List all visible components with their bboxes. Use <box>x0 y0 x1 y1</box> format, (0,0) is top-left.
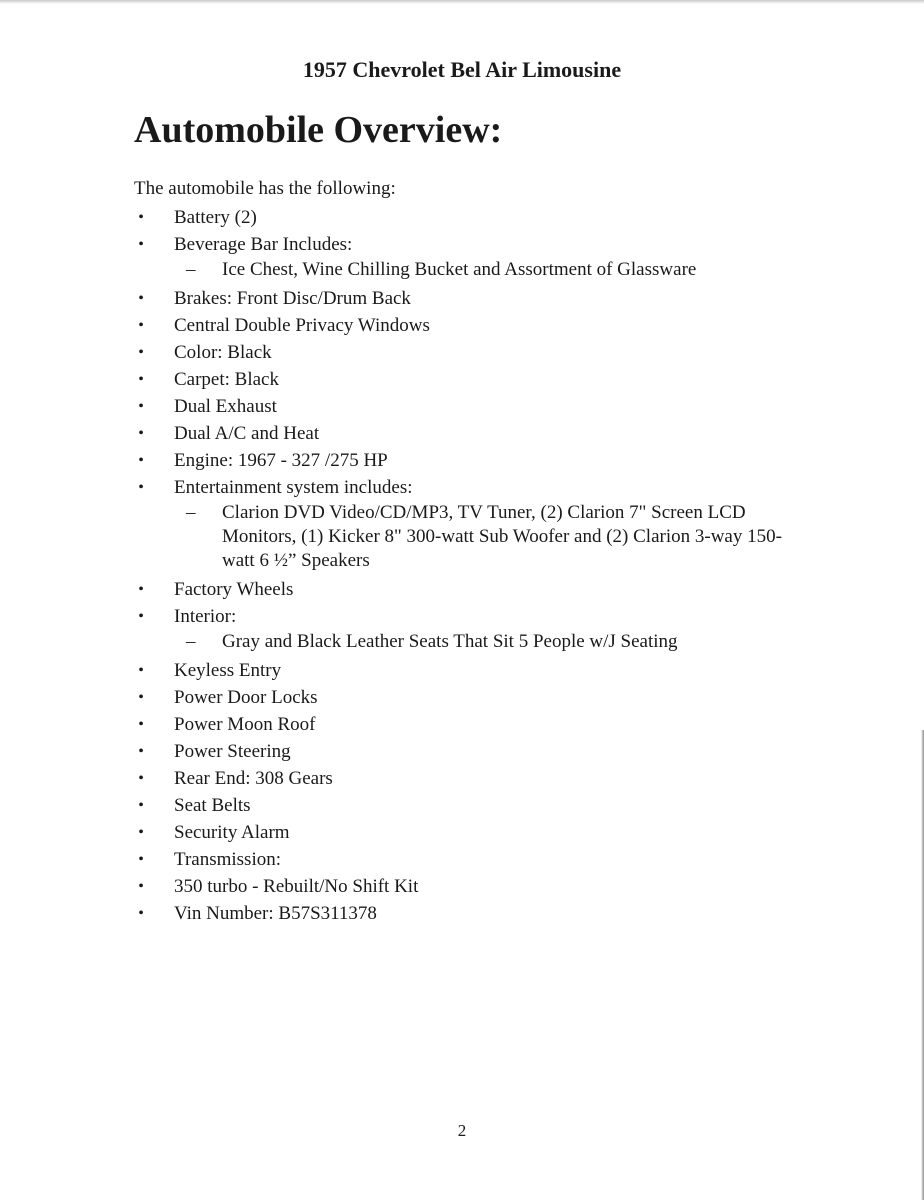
list-item-label: Power Steering <box>174 741 291 762</box>
list-item-row <box>134 765 834 792</box>
list-item <box>134 603 834 657</box>
list-item <box>134 204 834 231</box>
list-item-label: Dual A/C and Heat <box>174 423 320 444</box>
list-item-row <box>134 474 834 501</box>
bullet-icon: • <box>138 716 144 733</box>
list-item-label: Transmission: <box>174 849 281 870</box>
list-item <box>134 846 834 873</box>
bullet-icon: • <box>138 209 144 226</box>
list-item <box>134 339 834 366</box>
list-item-label: Factory Wheels <box>174 579 294 600</box>
list-item-label: Battery (2) <box>174 207 257 228</box>
list-item-label: Central Double Privacy Windows <box>174 315 430 336</box>
list-item-row <box>134 204 834 231</box>
bullet-icon: • <box>138 236 144 253</box>
list-item-row <box>134 366 834 393</box>
list-item-row <box>134 576 834 603</box>
dash-icon: – <box>186 502 196 523</box>
bullet-icon: • <box>138 452 144 469</box>
intro-text: The automobile has the following: <box>134 178 396 199</box>
list-item-label: Rear End: 308 Gears <box>174 768 333 789</box>
bullet-icon: • <box>138 662 144 679</box>
list-item <box>134 285 834 312</box>
list-item <box>134 900 834 927</box>
list-item-row <box>134 285 834 312</box>
feature-list <box>134 204 834 927</box>
list-item-label: Power Door Locks <box>174 687 318 708</box>
list-item-label: Brakes: Front Disc/Drum Back <box>174 288 411 309</box>
list-item-row <box>134 900 834 927</box>
list-item-label: Security Alarm <box>174 822 290 843</box>
sub-list <box>134 630 834 657</box>
bullet-icon: • <box>138 581 144 598</box>
list-item-label: Power Moon Roof <box>174 714 316 735</box>
list-item-row <box>134 738 834 765</box>
sub-list-item-text: Clarion DVD Video/CD/MP3, TV Tuner, (2) Clarion 7" Screen LCD Monitors, (1) Kicker 8" 300-watt Sub Woofer and (2) Clarion 3-way 150-watt 6 ½” Speakers <box>222 502 782 571</box>
list-item <box>134 738 834 765</box>
list-item <box>134 312 834 339</box>
list-item-row <box>134 420 834 447</box>
list-item <box>134 765 834 792</box>
bullet-icon: • <box>138 770 144 787</box>
list-item-label: 350 turbo - Rebuilt/No Shift Kit <box>174 876 419 897</box>
bullet-icon: • <box>138 479 144 496</box>
list-item <box>134 684 834 711</box>
list-item <box>134 393 834 420</box>
list-item-row <box>134 684 834 711</box>
scan-edge-top <box>0 0 924 4</box>
bullet-icon: • <box>138 371 144 388</box>
list-item-label: Vin Number: B57S311378 <box>174 903 377 924</box>
list-item-row <box>134 231 834 258</box>
list-item-row <box>134 603 834 630</box>
bullet-icon: • <box>138 797 144 814</box>
bullet-icon: • <box>138 824 144 841</box>
bullet-icon: • <box>138 398 144 415</box>
list-item <box>134 576 834 603</box>
bullet-icon: • <box>138 290 144 307</box>
bullet-icon: • <box>138 905 144 922</box>
list-item <box>134 873 834 900</box>
list-item-label: Keyless Entry <box>174 660 282 681</box>
list-item <box>134 657 834 684</box>
list-item <box>134 711 834 738</box>
dash-icon: – <box>186 259 196 280</box>
list-item <box>134 792 834 819</box>
list-item <box>134 231 834 285</box>
list-item-row <box>134 393 834 420</box>
section-heading: Automobile Overview: <box>134 109 503 151</box>
list-item-row <box>134 339 834 366</box>
bullet-icon: • <box>138 743 144 760</box>
list-item <box>134 474 834 576</box>
bullet-icon: • <box>138 344 144 361</box>
sub-list <box>134 501 834 576</box>
list-item <box>134 819 834 846</box>
sub-list-item <box>134 258 834 285</box>
list-item-row <box>134 657 834 684</box>
bullet-icon: • <box>138 851 144 868</box>
list-item-row <box>134 846 834 873</box>
dash-icon: – <box>186 631 196 652</box>
list-item-label: Color: Black <box>174 342 272 363</box>
sub-list <box>134 258 834 285</box>
list-item-row <box>134 711 834 738</box>
list-item-row <box>134 312 834 339</box>
list-item-label: Engine: 1967 - 327 /275 HP <box>174 450 388 471</box>
list-item <box>134 447 834 474</box>
list-item-label: Beverage Bar Includes: <box>174 234 353 255</box>
list-item-label: Seat Belts <box>174 795 251 816</box>
sub-list-item <box>134 630 834 657</box>
list-item-label: Dual Exhaust <box>174 396 277 417</box>
list-item-row <box>134 792 834 819</box>
list-item <box>134 366 834 393</box>
list-item-row <box>134 447 834 474</box>
bullet-icon: • <box>138 608 144 625</box>
list-item-label: Interior: <box>174 606 237 627</box>
list-item-label: Carpet: Black <box>174 369 279 390</box>
sub-list-item <box>134 501 834 576</box>
bullet-icon: • <box>138 425 144 442</box>
list-item-row <box>134 873 834 900</box>
list-item-label: Entertainment system includes: <box>174 477 413 498</box>
page-number: 2 <box>457 1121 467 1140</box>
bullet-icon: • <box>138 317 144 334</box>
sub-list-item-text: Ice Chest, Wine Chilling Bucket and Assortment of Glassware <box>222 259 697 280</box>
bullet-icon: • <box>138 878 144 895</box>
list-item-row <box>134 819 834 846</box>
document-title: 1957 Chevrolet Bel Air Limousine <box>302 57 622 82</box>
bullet-icon: • <box>138 689 144 706</box>
list-item <box>134 420 834 447</box>
sub-list-item-text: Gray and Black Leather Seats That Sit 5 People w/J Seating <box>222 631 678 652</box>
